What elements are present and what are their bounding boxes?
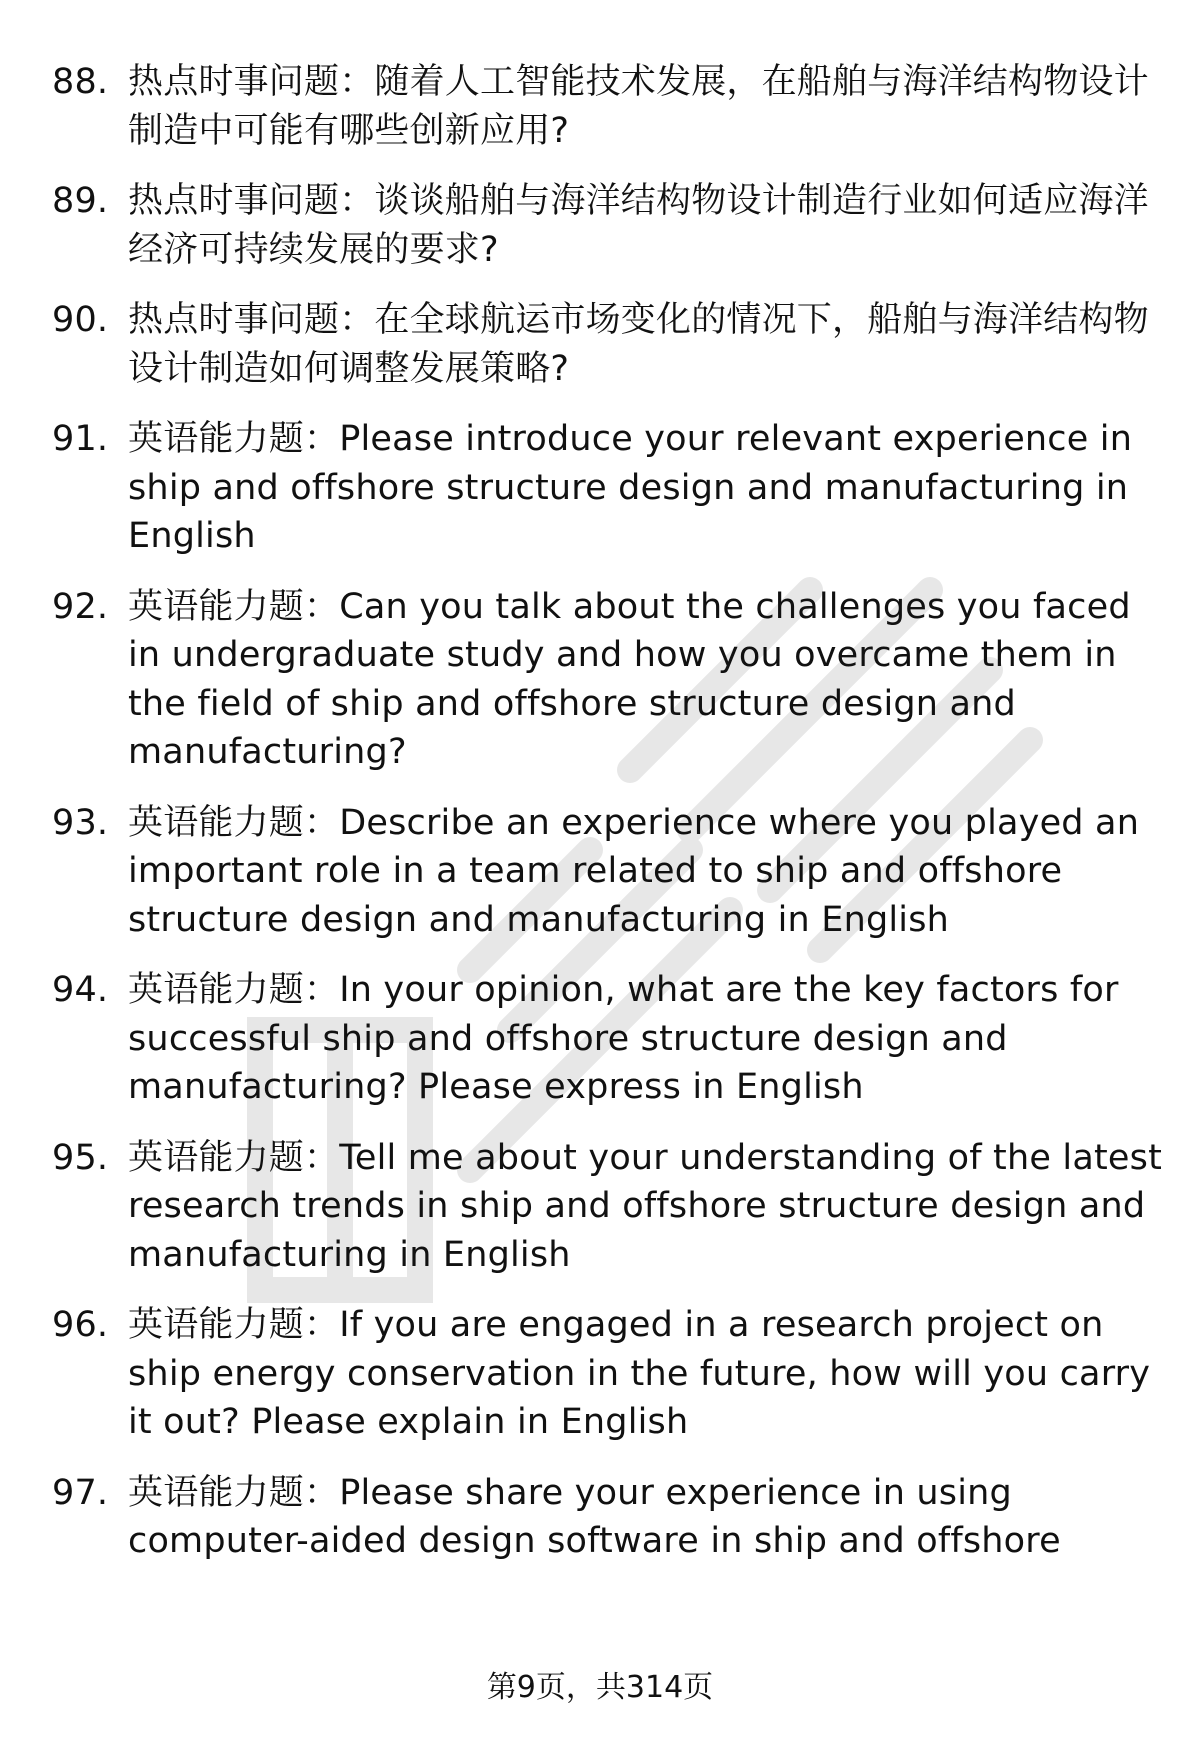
question-text: 热点时事问题：在全球航运市场变化的情况下，船舶与海洋结构物设计制造如何调整发展策略? [128, 300, 1149, 389]
question-text: 英语能力题：Describe an experience where you played an important role in a team related to ship and offshore structure design and manufacturing in English [128, 802, 1140, 940]
question-number: 90. [52, 300, 109, 340]
question-number: 97. [52, 1472, 109, 1513]
question-text: 英语能力题：Please share your experience in using computer-aided design software in ship and offshore [128, 1472, 1061, 1561]
question-number: 91. [52, 419, 109, 459]
question-text: 英语能力题：Please introduce your relevant experience in ship and offshore structure design and manufacturing in English [128, 419, 1133, 556]
question-number: 88. [52, 62, 109, 102]
question-item-90 [52, 296, 1162, 393]
question-text: 热点时事问题：随着人工智能技术发展，在船舶与海洋结构物设计制造中可能有哪些创新应用? [128, 62, 1149, 151]
question-number: 95. [52, 1137, 109, 1178]
question-item-94 [52, 966, 1162, 1112]
page-footer [0, 1668, 1200, 1708]
question-item-91 [52, 415, 1162, 561]
question-number: 93. [52, 802, 109, 843]
question-item-92 [52, 583, 1162, 777]
question-item-89 [52, 177, 1162, 274]
question-number: 89. [52, 181, 109, 221]
question-item-93 [52, 799, 1162, 945]
question-number: 94. [52, 970, 109, 1010]
question-item-95 [52, 1134, 1162, 1280]
question-text: 英语能力题：In your opinion, what are the key factors for successful ship and offshore structure design and manufacturing? Please express in English [128, 970, 1119, 1107]
question-text: 英语能力题：If you are engaged in a research project on ship energy conservation in the future, how will you carry it out? Please explain in English [128, 1305, 1151, 1442]
page-number-label: 第9页，共314页 [486, 1670, 714, 1705]
question-number: 92. [52, 586, 109, 627]
question-list [52, 58, 1162, 1566]
question-item-97 [52, 1469, 1162, 1566]
question-text: 热点时事问题：谈谈船舶与海洋结构物设计制造行业如何适应海洋经济可持续发展的要求? [128, 181, 1149, 270]
question-text: 英语能力题：Can you talk about the challenges you faced in undergraduate study and how you overcame them in the field of ship and offshore structure design and manufacturing? [128, 586, 1131, 772]
question-number: 96. [52, 1305, 109, 1345]
question-item-96 [52, 1301, 1162, 1447]
question-item-88 [52, 58, 1162, 155]
question-text: 英语能力题：Tell me about your understanding of the latest research trends in ship and offshore structure design and manufacturing in English [128, 1137, 1162, 1275]
